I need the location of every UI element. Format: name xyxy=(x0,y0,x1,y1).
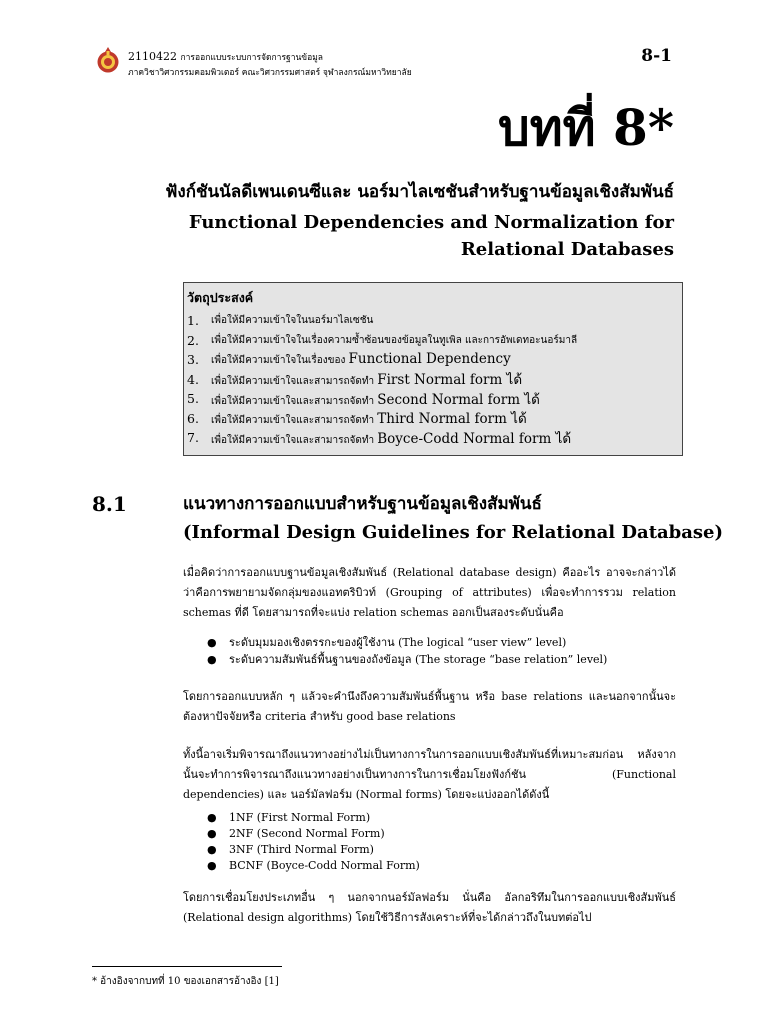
objective-english: Second Normal form ได้ xyxy=(377,391,540,408)
objective-english: Functional Dependency xyxy=(348,351,511,368)
bullet-icon: ● xyxy=(207,636,217,649)
objective-thai: เพื่อให้มีความเข้าใจในเรื่องของ xyxy=(211,355,346,367)
chapter-heading: บทที่ 8* xyxy=(497,98,674,157)
list-item-text: 2NF (Second Normal Form) xyxy=(229,827,385,840)
section-title-thai: แนวทางการออกแบบสำหรับฐานข้อมูลเชิงสัมพันธ์ xyxy=(183,494,542,514)
course-header xyxy=(128,50,323,65)
objective-text xyxy=(211,427,571,449)
normal-forms-list xyxy=(207,810,507,874)
list-item-text: BCNF (Boyce-Codd Normal Form) xyxy=(229,859,420,872)
objective-item xyxy=(187,428,679,448)
list-item xyxy=(207,634,677,651)
list-item xyxy=(207,842,507,858)
chapter-title-thai: ฟังก์ชันนัลดีเพนเดนซีและ นอร์มาไลเซชันสำหรับฐานข้อมูลเชิงสัมพันธ์ xyxy=(165,182,674,202)
paragraph-intro: เมื่อคิดว่าการออกแบบฐานข้อมูลเชิงสัมพันธ์ (Relational database design) คืออะไร อาจจะกล่าวได้ว่าคือการพยายามจัดกลุ่มของแอทตริบิวท์ (Grouping of attributes) เพื่อจะทำการรวม relation schemas ที่ดี โดยสามารถที่จะแบ่ง relation schemas ออกเป็นสองระดับนั่นคือ xyxy=(183,566,676,619)
objective-number: 1. xyxy=(187,313,199,329)
objective-number: 5. xyxy=(187,391,199,407)
list-item xyxy=(207,651,677,668)
objective-text xyxy=(211,333,577,348)
objective-number: 2. xyxy=(187,332,199,348)
department-line: ภาควิชาวิศวกรรมคอมพิวเตอร์ คณะวิศวกรรมศาสตร์ จุฬาลงกรณ์มหาวิทยาลัย xyxy=(128,68,412,78)
list-item xyxy=(207,810,507,826)
list-item-text: ระดับมุมมองเชิงตรรกะของผู้ใช้งาน (The logical “user view” level) xyxy=(229,636,567,649)
university-logo xyxy=(96,46,120,76)
list-item xyxy=(207,826,507,842)
footnote-divider xyxy=(92,966,282,967)
course-name: การออกแบบระบบการจัดการฐานข้อมูล xyxy=(180,53,324,63)
chapter-title-english xyxy=(114,209,674,263)
objective-number: 6. xyxy=(187,410,199,426)
objective-item xyxy=(187,409,679,429)
chapter-title-english-line2: Relational Databases xyxy=(460,239,674,260)
list-item-text: 1NF (First Normal Form) xyxy=(229,811,371,824)
objective-thai: เพื่อให้มีความเข้าใจในนอร์มาไลเซชัน xyxy=(211,315,374,327)
paragraph-guidelines: ทั้งนี้อาจเริ่มพิจารณาถึงแนวทางอย่างไม่เป็นทางการในการออกแบบเชิงสัมพันธ์ที่เหมาะสมก่อน หลังจากนั้นจะทำการพิจารณาถึงแนวทางอย่างเป็นทางการในการเชื่อมโยงฟังก์ชัน (Functional dependencies) และ นอร์มัลฟอร์ม (Normal forms) โดยจะแบ่งออกได้ดังนี้ xyxy=(183,748,676,801)
chapter-title-english-line1: Functional Dependencies and Normalization for xyxy=(188,212,674,233)
section-number: 8.1 xyxy=(92,492,127,516)
objective-text xyxy=(211,313,373,328)
objective-item xyxy=(187,350,679,370)
objective-english: Third Normal form ได้ xyxy=(377,411,527,428)
bullet-icon: ● xyxy=(207,859,217,872)
bullet-icon: ● xyxy=(207,843,217,856)
list-item xyxy=(207,858,507,874)
objective-thai: เพื่อให้มีความเข้าใจและสามารถจัดทำ xyxy=(211,415,375,427)
objectives-box xyxy=(183,282,683,456)
objective-thai: เพื่อให้มีความเข้าใจและสามารถจัดทำ xyxy=(211,395,375,407)
objective-thai: เพื่อให้มีความเข้าใจในเรื่องความซ้ำซ้อนของข้อมูลในทูเพิล และการอัพเดทอะนอร์มาลี xyxy=(211,334,578,346)
objective-item xyxy=(187,389,679,409)
objective-text xyxy=(211,351,511,368)
objective-thai: เพื่อให้มีความเข้าใจและสามารถจัดทำ xyxy=(211,376,375,388)
bullet-icon: ● xyxy=(207,811,217,824)
course-code: 2110422 xyxy=(128,50,177,63)
section-title-english: (Informal Design Guidelines for Relational Database) xyxy=(183,522,724,543)
list-item-text: ระดับความสัมพันธ์พื้นฐานของถังข้อมูล (The storage “base relation” level) xyxy=(229,653,608,666)
footnote: * อ้างอิงจากบทที่ 10 ของเอกสารอ้างอิง [1] xyxy=(92,976,279,987)
objective-item xyxy=(187,311,679,331)
page-number: 8-1 xyxy=(641,46,672,66)
objective-english: Boyce-Codd Normal form ได้ xyxy=(377,430,572,447)
objective-item xyxy=(187,370,679,390)
design-levels-list xyxy=(207,634,677,668)
objective-thai: เพื่อให้มีความเข้าใจและสามารถจัดทำ xyxy=(211,434,375,446)
objective-number: 7. xyxy=(187,430,199,446)
objective-number: 4. xyxy=(187,371,199,387)
bullet-icon: ● xyxy=(207,827,217,840)
objective-item xyxy=(187,331,679,351)
bullet-icon: ● xyxy=(207,653,217,666)
paragraph-base-relations: โดยการออกแบบหลัก ๆ แล้วจะคำนึงถึงความสัมพันธ์พื้นฐาน หรือ base relations และนอกจากนั้นจะต้องหาปัจจัยหรือ criteria สำหรับ good base relations xyxy=(183,690,676,723)
paragraph-algorithms: โดยการเชื่อมโยงประเภทอื่น ๆ นอกจากนอร์มัลฟอร์ม นั่นคือ อัลกอริทึมในการออกแบบเชิงสัมพันธ์ (Relational design algorithms) โดยใช้วิธีการสังเคราะห์ที่จะได้กล่าวถึงในบทต่อไป xyxy=(183,891,676,924)
objectives-heading: วัตถุประสงค์ xyxy=(187,290,254,305)
objectives-list xyxy=(187,311,679,448)
list-item-text: 3NF (Third Normal Form) xyxy=(229,843,374,856)
objective-number: 3. xyxy=(187,352,199,368)
objective-english: First Normal form ได้ xyxy=(377,372,523,389)
